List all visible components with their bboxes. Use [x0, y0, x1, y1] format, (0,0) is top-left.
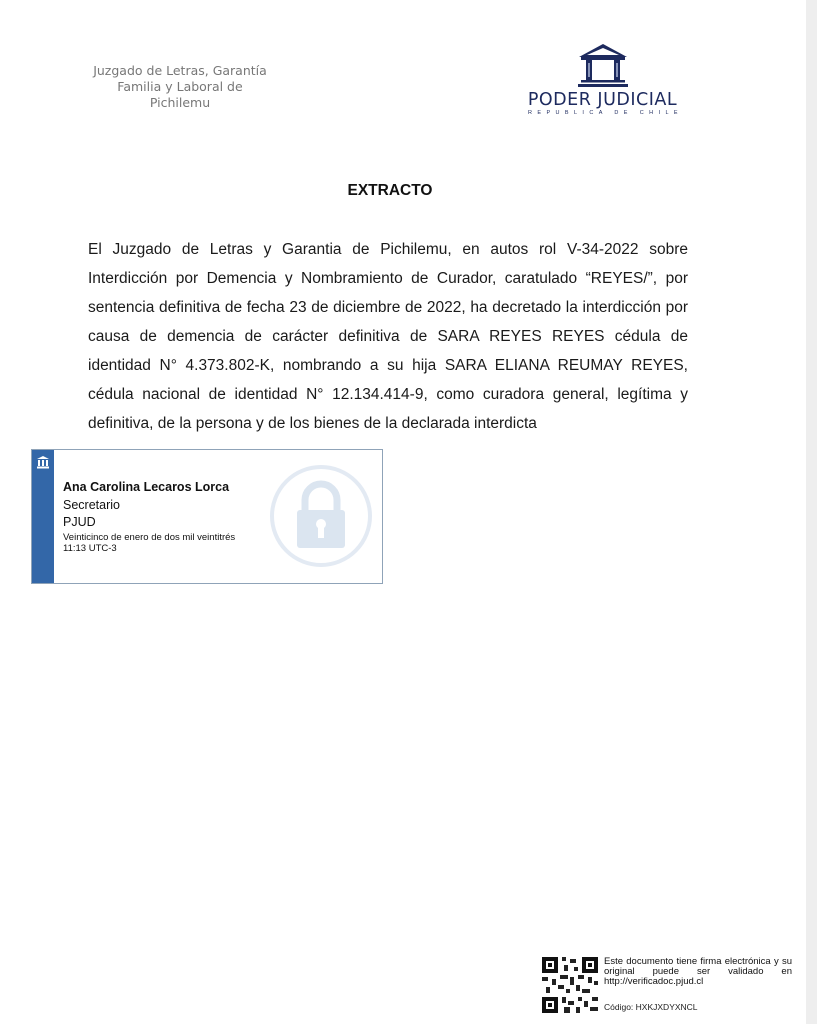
- court-line: Familia y Laboral de: [117, 79, 243, 94]
- court-line: Pichilemu: [149, 95, 211, 110]
- courthouse-icon: [36, 455, 50, 469]
- logo-title: PODER JUDICIAL: [527, 90, 678, 110]
- verification-code: Código: HXKJXDYXNCL: [604, 1002, 698, 1012]
- signature-date: [63, 533, 303, 554]
- court-line: Juzgado de Letras, Garantía: [93, 63, 267, 78]
- signer-name: Ana Carolina Lecaros Lorca: [63, 480, 230, 494]
- qr-code-icon: [542, 957, 598, 1013]
- verification-notice: Este documento tiene firma electrónica y su original puede ser validado en http://verificadoc.pjud.cl: [604, 956, 792, 987]
- signer-organization: PJUD: [63, 515, 96, 529]
- signature-accent-bar: [32, 450, 54, 583]
- page-scrollbar-track[interactable]: [806, 0, 817, 1024]
- signer-role: Secretario: [63, 498, 120, 512]
- document-body: El Juzgado de Letras y Garantia de Pichilemu, en autos rol V-34-2022 sobre Interdicción por Demencia y Nombramiento de Curador, caratulado “REYES/”, por sentencia definitiva de fecha 23 de diciembre de 2022, ha decretado la interdicción por causa de demencia de carácter definitiva de SARA REYES REYES cédula de identidad N° 4.373.802-K, nombrando a su hija SARA ELIANA REUMAY REYES, cédula nacional de identidad N° 12.134.414-9, como curadora general, legítima y definitiva, de la persona y de los bienes de la declarada interdicta: [88, 241, 688, 432]
- court-name: [70, 63, 290, 111]
- document-title: EXTRACTO: [347, 182, 433, 199]
- poder-judicial-logo: [515, 42, 690, 116]
- signature-box: [31, 449, 383, 584]
- courthouse-icon: [575, 42, 631, 88]
- logo-subtitle: REPUBLICA DE CHILE: [528, 110, 683, 116]
- signature-time-line: 11:13 UTC-3: [63, 542, 117, 554]
- signature-date-line: Veinticinco de enero de dos mil veintitrés: [63, 532, 236, 543]
